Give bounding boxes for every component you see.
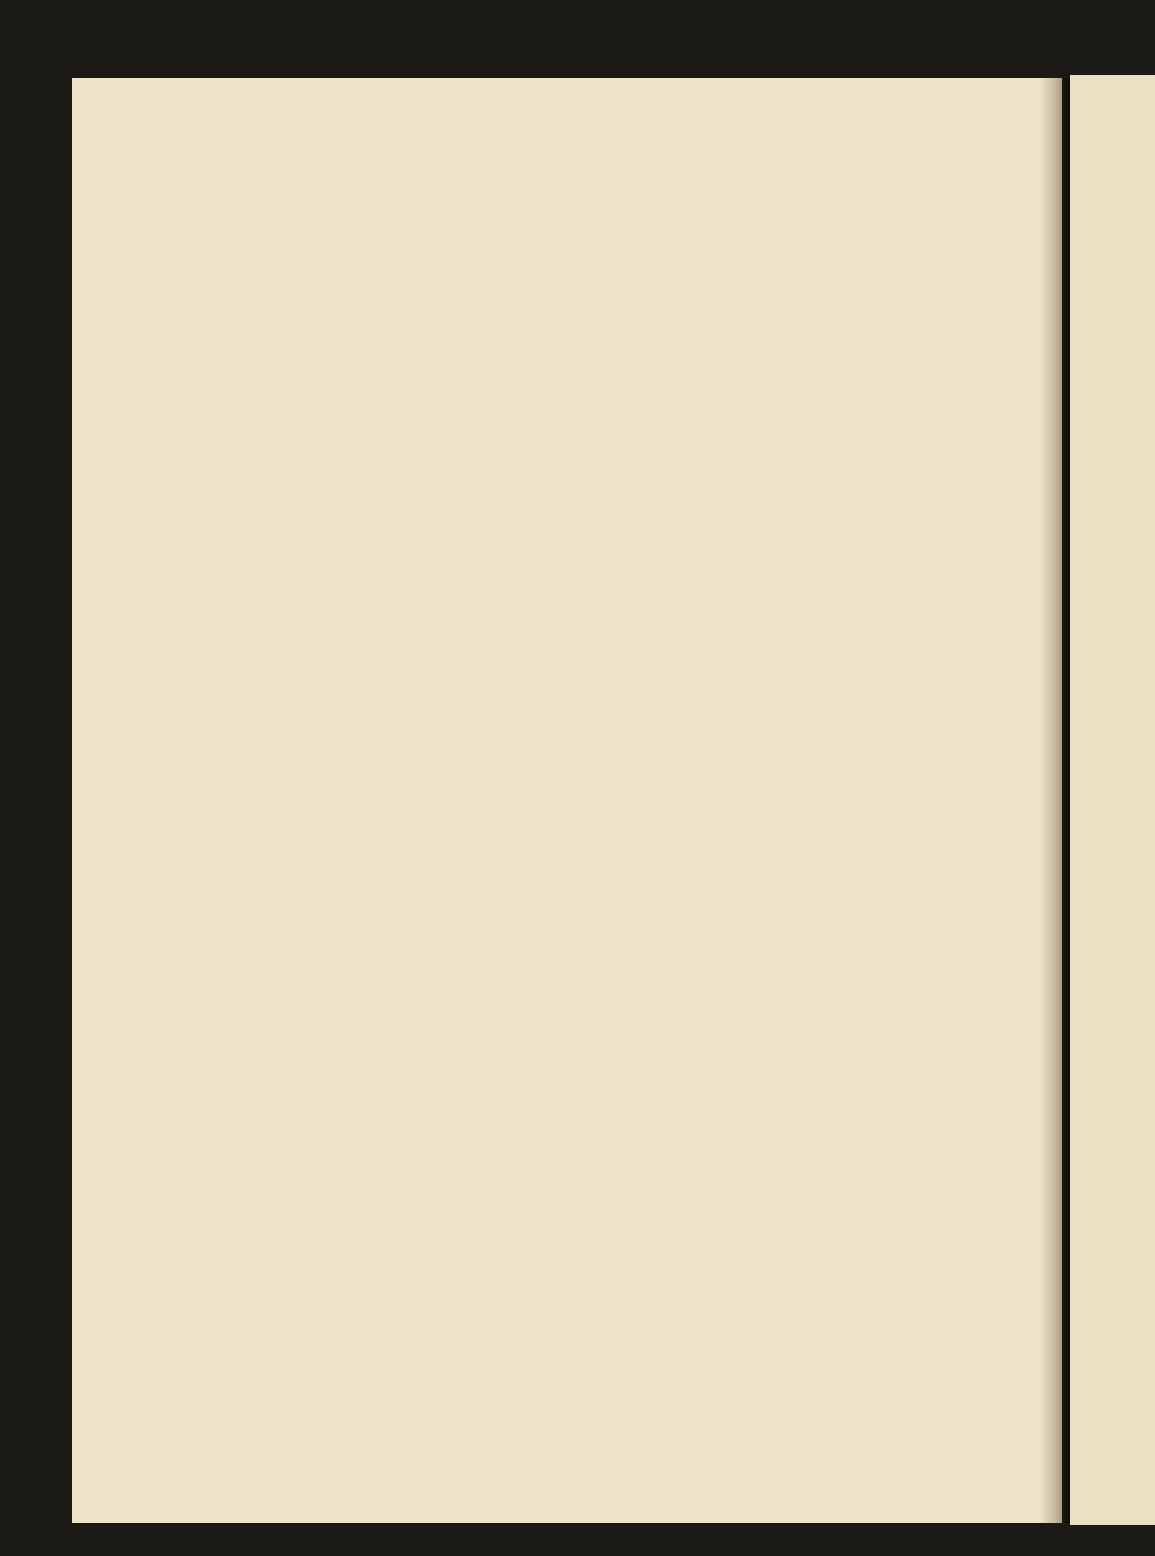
left-page: [72, 78, 1062, 1523]
right-page: [1070, 75, 1155, 1525]
book-gutter: [1040, 78, 1070, 1523]
